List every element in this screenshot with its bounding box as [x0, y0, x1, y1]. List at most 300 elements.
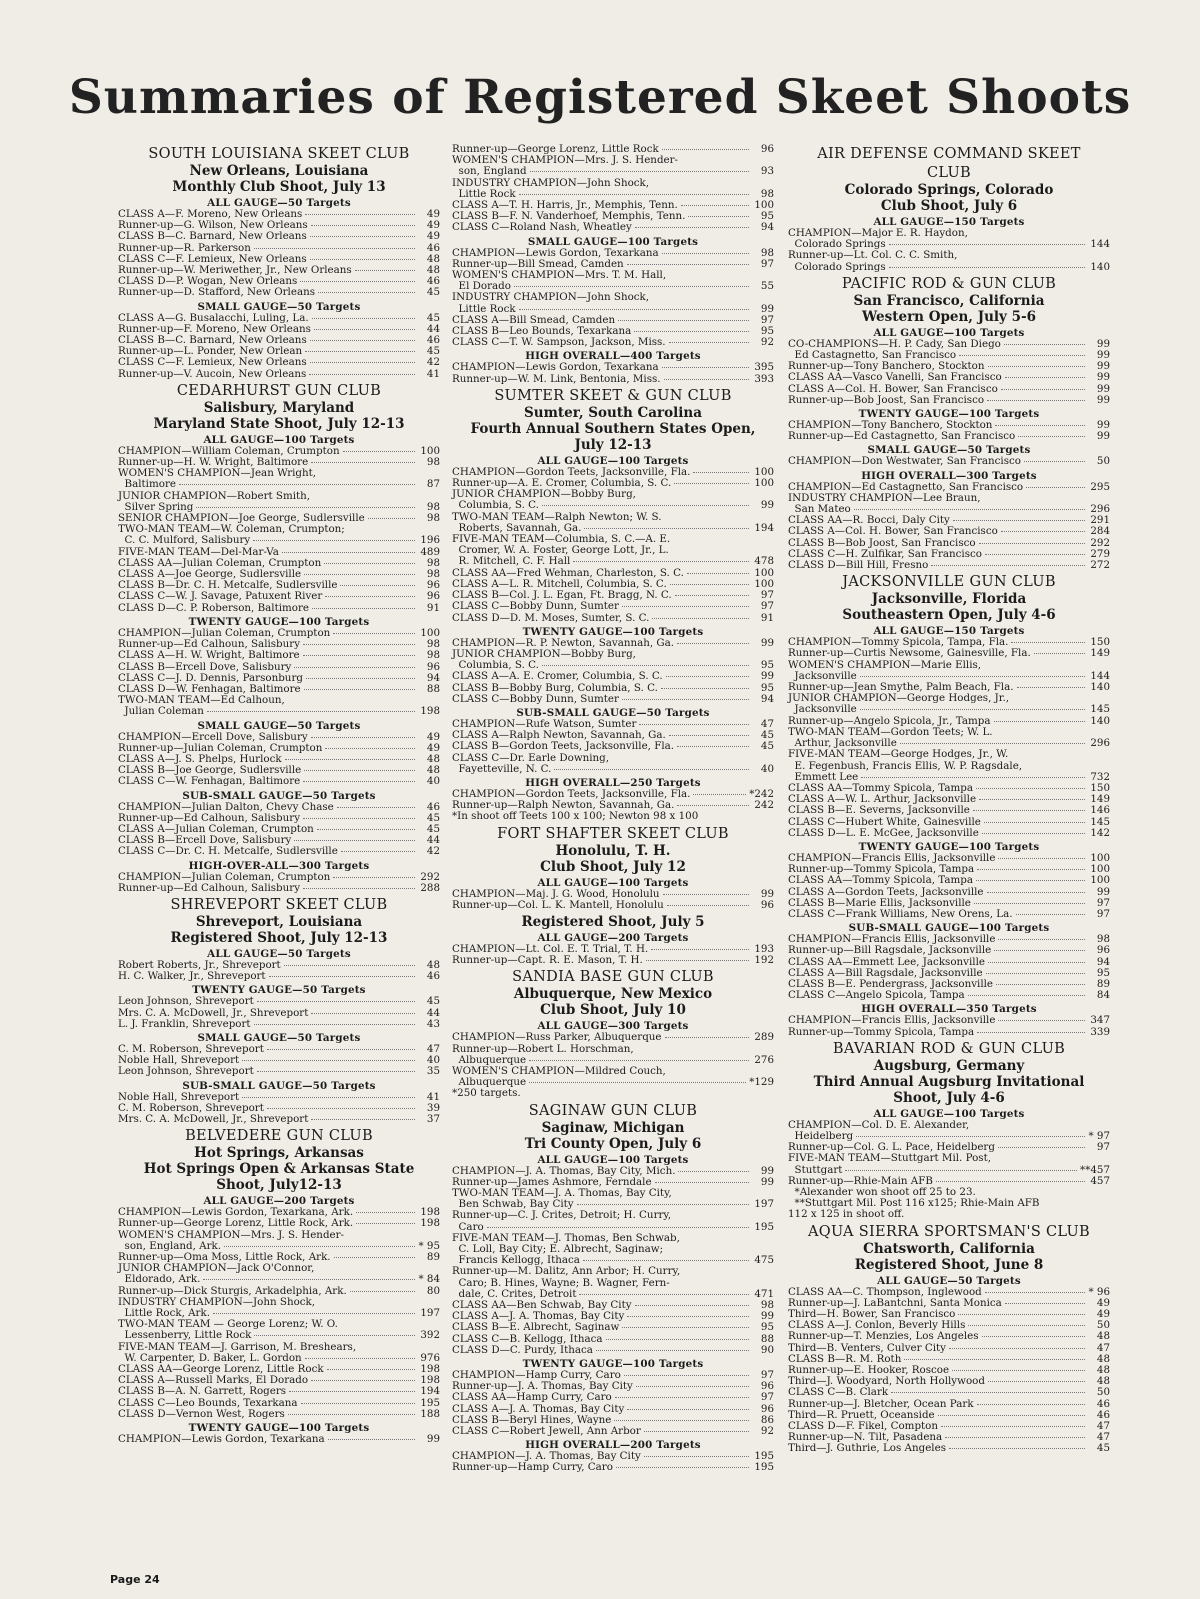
club-name: BAVARIAN ROD & GUN CLUB: [832, 1040, 1066, 1057]
result-entry: Colorado Springs: [788, 238, 886, 251]
result-entry: CLASS C—B. Kellogg, Ithaca: [452, 1332, 603, 1345]
leader-dots: [994, 721, 1085, 722]
leader-dots: [889, 267, 1085, 268]
result-row: [452, 694, 774, 705]
result-score: 279: [1090, 547, 1110, 560]
result-score: 39: [426, 1101, 440, 1114]
leader-dots: [615, 1397, 749, 1398]
gauge-heading: SUB-SMALL GAUGE—50 Targets: [182, 789, 376, 802]
result-score: 99: [1096, 419, 1110, 432]
result-score: 97: [760, 257, 774, 270]
club-section: [118, 383, 440, 894]
leader-dots: [988, 962, 1085, 963]
result-entry: CLASS B—Ercell Dove, Salisbury: [118, 834, 292, 847]
result-row: [452, 764, 774, 775]
result-entry: Fayetteville, N. C.: [452, 762, 552, 775]
leader-dots: [267, 1108, 415, 1109]
result-row: [788, 1153, 1110, 1164]
result-entry: Runner-up—George Lorenz, Little Rock: [452, 143, 659, 155]
result-entry: WOMEN'S CHAMPION—Jean Wright,: [118, 467, 317, 480]
result-row: [788, 526, 1110, 537]
result-score: 347: [1090, 1014, 1110, 1027]
result-score: 46: [426, 334, 440, 347]
leader-dots: [487, 1227, 749, 1228]
result-score: 98: [760, 246, 774, 259]
result-row: [118, 971, 440, 982]
leader-dots: [644, 1431, 749, 1432]
result-entry: Ed Castagnetto, San Francisco: [788, 349, 957, 362]
result-score: 146: [1090, 804, 1110, 817]
leader-dots: [635, 227, 749, 228]
result-row: [118, 1409, 440, 1420]
gauge-heading: ALL GAUGE—50 Targets: [207, 947, 351, 960]
result-entry: Ben Schwab, Bay City: [452, 1198, 574, 1211]
result-score: 42: [426, 845, 440, 858]
result-entry: CLASS B—Beryl Hines, Wayne: [452, 1413, 612, 1426]
result-entry: CLASS A—L. R. Mitchell, Columbia, S. C.: [452, 577, 667, 590]
leader-dots: [1005, 377, 1085, 378]
result-entry: CLASS AA—Tommy Spicola, Tampa: [788, 874, 973, 887]
leader-dots: [662, 253, 749, 254]
result-entry: Runner-up—Bill Ragsdale, Jacksonville: [788, 944, 992, 957]
result-entry: L. J. Franklin, Shreveport: [118, 1017, 251, 1030]
result-score: 489: [420, 545, 440, 558]
gauge-heading: TWENTY GAUGE—100 Targets: [522, 1358, 704, 1371]
result-score: 188: [420, 1407, 440, 1420]
result-entry: Lessenberry, Little Rock: [118, 1329, 252, 1342]
leader-dots: [529, 1060, 749, 1061]
result-entry: CHAMPION—Hamp Curry, Caro: [452, 1369, 621, 1382]
result-entry: CLASS D—Vernon West, Rogers: [118, 1407, 285, 1420]
result-score: 140: [1090, 681, 1110, 694]
leader-dots: [310, 236, 415, 237]
leader-dots: [634, 331, 749, 332]
club-name: SHREVEPORT SKEET CLUB: [170, 896, 388, 913]
result-entry: CLASS C—Frank Williams, New Orens, La.: [788, 907, 1013, 920]
result-score: 100: [754, 465, 774, 478]
result-entry: CLASS A—J. Conlon, Beverly Hills: [788, 1319, 966, 1332]
result-entry: WOMEN'S CHAMPION—Mildred Couch,: [452, 1064, 666, 1077]
result-score: 45: [426, 286, 440, 299]
leader-dots: [856, 1136, 1085, 1137]
result-row: [788, 749, 1110, 760]
result-score: 41: [426, 367, 440, 380]
leader-dots: [254, 248, 415, 249]
result-entry: WOMEN'S CHAMPION—Mrs. J. S. Hender-: [118, 1228, 345, 1241]
result-entry: CLASS D—Bill Hill, Fresno: [788, 559, 929, 572]
result-entry: CLASS B—F. N. Vanderhoef, Memphis, Tenn.: [452, 210, 686, 223]
leader-dots: [973, 810, 1085, 811]
result-row: [788, 828, 1110, 839]
leader-dots: [693, 794, 746, 795]
result-score: 194: [754, 521, 774, 534]
result-score: 89: [1096, 977, 1110, 990]
leader-dots: [269, 976, 415, 977]
leader-dots: [305, 351, 415, 352]
result-entry: Baltimore: [118, 478, 176, 491]
gauge-heading: TWENTY GAUGE—100 Targets: [858, 408, 1040, 421]
result-score: * 95: [418, 1239, 440, 1252]
result-row: [788, 1027, 1110, 1038]
result-entry: FIVE-MAN TEAM—George Hodges, Jr., W.: [788, 748, 1009, 761]
result-entry: Runner-up—Oma Moss, Little Rock, Ark.: [118, 1251, 331, 1263]
result-score: 292: [1090, 536, 1110, 549]
result-entry: CLASS AA—Ben Schwab, Bay City: [452, 1299, 632, 1312]
gauge-heading: TWENTY GAUGE—100 Targets: [522, 625, 704, 638]
result-score: 99: [1096, 337, 1110, 350]
result-score: 99: [1096, 360, 1110, 373]
footnote: *In shoot off Teets 100 x 100; Newton 98 x 100: [452, 810, 699, 823]
result-entry: son, England: [452, 165, 527, 178]
result-row: [118, 846, 440, 857]
leader-dots: [1017, 687, 1085, 688]
result-score: 99: [760, 302, 774, 315]
event-title: Fourth Annual Southern States Open,: [470, 420, 756, 437]
leader-dots: [311, 1119, 415, 1120]
result-score: 99: [760, 1310, 774, 1323]
leader-dots: [958, 1314, 1085, 1315]
club-location: Colorado Springs, Colorado: [844, 182, 1054, 198]
result-row: [118, 1019, 440, 1030]
leader-dots: [677, 643, 749, 644]
result-score: 198: [420, 705, 440, 718]
leader-dots: [936, 1181, 1085, 1182]
gauge-heading: HIGH OVERALL—350 Targets: [861, 1003, 1037, 1016]
result-row: [788, 875, 1110, 886]
club-location: Chatsworth, California: [863, 1240, 1035, 1257]
result-score: 99: [1096, 885, 1110, 898]
leader-dots: [1001, 389, 1085, 390]
result-row: [118, 591, 440, 602]
leader-dots: [303, 655, 415, 656]
club-section: [118, 146, 440, 380]
result-score: 80: [426, 1284, 440, 1297]
leader-dots: [300, 281, 415, 282]
result-entry: CLASS D—C. P. Roberson, Baltimore: [118, 601, 309, 614]
result-score: 45: [760, 729, 774, 742]
result-entry: CLASS A—Russell Marks, El Dorado: [118, 1374, 309, 1387]
result-score: 276: [754, 1053, 774, 1066]
result-entry: CLASS C—Dr. Earle Downing,: [452, 751, 610, 764]
result-row: [788, 431, 1110, 442]
club-location: Albuquerque, New Mexico: [513, 986, 713, 1003]
leader-dots: [254, 1335, 415, 1336]
result-entry: Jacksonville: [788, 703, 857, 716]
result-score: 100: [754, 577, 774, 590]
result-entry: Runner-up—Bill Smead, Camden: [452, 257, 624, 270]
leader-dots: [579, 1294, 749, 1295]
result-entry: Runner-up—Hamp Curry, Caro: [452, 1461, 613, 1474]
result-entry: INDUSTRY CHAMPION—John Shock,: [118, 1295, 316, 1308]
result-entry: Runner-up—J. A. Thomas, Bay City: [452, 1380, 633, 1393]
leader-dots: [356, 1212, 415, 1213]
result-row: [788, 560, 1110, 571]
leader-dots: [662, 367, 749, 368]
result-score: 49: [1096, 1308, 1110, 1320]
gauge-heading: SUB-SMALL GAUGE—50 Targets: [182, 1079, 376, 1092]
leader-dots: [334, 1257, 415, 1258]
result-score: 471: [754, 1287, 774, 1300]
result-entry: TWO-MAN TEAM—Gordon Teets; W. L.: [788, 725, 993, 738]
result-score: 98: [426, 512, 440, 525]
result-score: 45: [426, 995, 440, 1008]
result-entry: CLASS AA—Emmett Lee, Jacksonville: [788, 955, 985, 968]
gauge-heading: SMALL GAUGE—50 Targets: [867, 444, 1031, 457]
leader-dots: [554, 769, 749, 770]
leader-dots: [669, 342, 749, 343]
result-row: [118, 1274, 440, 1285]
result-entry: Runner-up—Ed Calhoun, Salisbury: [118, 638, 301, 651]
page-title: Summaries of Registered Skeet Shoots: [68, 70, 1132, 125]
result-score: 45: [1096, 1442, 1110, 1455]
leader-dots: [681, 205, 749, 206]
leader-dots: [325, 748, 415, 749]
result-entry: CHAMPION—Francis Ellis, Jacksonville: [788, 933, 996, 946]
result-entry: CLASS C—W. Fenhagan, Baltimore: [118, 775, 301, 788]
leader-dots: [677, 805, 749, 806]
club-section: [452, 144, 774, 385]
result-score: 98: [760, 1299, 774, 1312]
result-score: 296: [1090, 737, 1110, 750]
result-entry: Runner-up—J. LaBantchni, Santa Monica: [788, 1296, 1002, 1309]
gauge-heading: TWENTY GAUGE—100 Targets: [188, 1422, 370, 1435]
result-entry: Runner-up—Ed Calhoun, Salisbury: [118, 811, 301, 824]
result-score: 44: [426, 834, 440, 847]
club-section: [452, 388, 774, 823]
result-row: [452, 166, 774, 177]
result-entry: CHAMPION—Lt. Col. E. T. Trial, T. H.: [452, 942, 649, 955]
leader-dots: [303, 644, 415, 645]
leader-dots: [311, 1013, 415, 1014]
result-score: 100: [1090, 863, 1110, 876]
leader-dots: [639, 724, 749, 725]
result-score: 150: [1090, 636, 1110, 649]
result-score: 47: [1096, 1431, 1110, 1444]
leader-dots: [179, 484, 415, 485]
result-entry: CLASS A—J. S. Phelps, Hurlock: [118, 752, 282, 765]
result-score: 145: [1090, 815, 1110, 828]
result-score: 48: [1096, 1352, 1110, 1365]
result-entry: R. Mitchell, C. F. Hall: [452, 555, 571, 568]
result-score: 49: [426, 741, 440, 754]
leader-dots: [596, 1350, 749, 1351]
result-score: 732: [1090, 770, 1110, 783]
result-score: 96: [760, 1402, 774, 1415]
result-entry: CLASS A—Ralph Newton, Savannah, Ga.: [452, 729, 666, 742]
result-score: 98: [760, 187, 774, 200]
result-score: 197: [420, 1307, 440, 1320]
club-name: SUMTER SKEET & GUN CLUB: [494, 387, 732, 404]
leader-dots: [627, 1409, 749, 1410]
result-entry: CHAMPION—Lewis Gordon, Texarkana: [452, 361, 659, 374]
leader-dots: [987, 400, 1085, 401]
result-score: 149: [1090, 793, 1110, 806]
result-entry: CLASS B—E. Severns, Jacksonville: [788, 804, 970, 817]
leader-dots: [988, 366, 1085, 367]
leader-dots: [305, 1358, 415, 1359]
leader-dots: [284, 965, 415, 966]
result-entry: Roberts, Savannah, Ga.: [452, 521, 582, 534]
result-score: 96: [426, 660, 440, 673]
leader-dots: [340, 585, 415, 586]
gauge-heading: ALL GAUGE—50 Targets: [877, 1274, 1021, 1287]
gauge-heading: SUB-SMALL GAUGE—100 Targets: [848, 922, 1050, 935]
result-score: 96: [760, 898, 774, 911]
gauge-heading: SMALL GAUGE—100 Targets: [527, 235, 699, 248]
leader-dots: [254, 1024, 415, 1025]
result-score: 395: [754, 361, 774, 374]
result-score: 272: [1090, 559, 1110, 572]
result-score: * 97: [1088, 1129, 1110, 1142]
leader-dots: [860, 709, 1085, 710]
leader-dots: [306, 678, 415, 679]
result-score: 145: [1090, 703, 1110, 716]
result-score: 48: [1096, 1375, 1110, 1388]
result-score: 284: [1090, 525, 1110, 538]
leader-dots: [1004, 344, 1085, 345]
result-score: 49: [426, 730, 440, 743]
gauge-heading: SUB-SMALL GAUGE—50 Targets: [516, 706, 710, 719]
column-3: [788, 144, 1110, 1458]
result-score: *129: [749, 1076, 774, 1089]
result-score: 95: [760, 1321, 774, 1334]
result-entry: INDUSTRY CHAMPION—John Shock,: [452, 176, 650, 189]
gauge-heading: TWENTY GAUGE—50 Targets: [192, 984, 366, 997]
leader-dots: [635, 1305, 749, 1306]
result-score: 46: [426, 275, 440, 288]
result-entry: Runner-up—M. Dalitz, Ann Arbor; H. Curry,: [452, 1265, 681, 1278]
gauge-heading: ALL GAUGE—200 Targets: [203, 1195, 355, 1208]
club-section: [788, 146, 1110, 273]
result-score: 90: [760, 1343, 774, 1356]
result-entry: Silver Spring: [118, 500, 194, 513]
result-entry: JUNIOR CHAMPION—Jack O'Connor,: [118, 1262, 315, 1275]
leader-dots: [328, 1439, 415, 1440]
result-row: [788, 395, 1110, 406]
leader-dots: [1018, 436, 1085, 437]
result-entry: CHAMPION—Col. D. E. Alexander,: [788, 1118, 970, 1131]
leader-dots: [289, 1391, 415, 1392]
result-score: 976: [420, 1351, 440, 1364]
result-row: [118, 706, 440, 717]
result-score: 98: [426, 556, 440, 569]
result-score: 475: [754, 1254, 774, 1267]
result-score: **457: [1080, 1163, 1110, 1176]
club-location: Honolulu, T. H.: [555, 842, 671, 859]
gauge-heading: ALL GAUGE—100 Targets: [873, 1107, 1025, 1120]
result-entry: San Mateo: [788, 503, 851, 516]
result-score: 194: [420, 1385, 440, 1398]
result-score: 96: [426, 579, 440, 592]
result-score: 97: [760, 313, 774, 326]
result-score: 47: [760, 717, 774, 730]
result-entry: TWO-MAN TEAM—Ed Calhoun,: [118, 694, 285, 707]
result-entry: CLASS B—E. Pendergrass, Jacksonville: [788, 977, 994, 990]
result-row: [788, 648, 1110, 659]
result-entry: Columbia, S. C.: [452, 499, 539, 512]
leader-dots: [953, 520, 1085, 521]
result-score: 140: [1090, 714, 1110, 727]
result-score: 478: [754, 555, 774, 568]
result-entry: El Dorado: [452, 280, 511, 293]
result-score: 392: [420, 1329, 440, 1342]
result-entry: Runner-up—E. Hooker, Roscoe: [788, 1364, 950, 1377]
result-entry: Arthur, Jacksonville: [788, 737, 897, 750]
result-row: [118, 287, 440, 298]
result-row: [452, 741, 774, 752]
leader-dots: [669, 735, 749, 736]
leader-dots: [577, 1204, 749, 1205]
result-score: 46: [1096, 1397, 1110, 1410]
leader-dots: [622, 1327, 749, 1328]
result-score: 296: [1090, 503, 1110, 516]
leader-dots: [952, 1370, 1085, 1371]
event-title: Southeastern Open, July 4-6: [842, 607, 1056, 624]
result-score: * 84: [418, 1273, 440, 1286]
result-score: 92: [760, 336, 774, 349]
event-title: Registered Shoot, July 5: [521, 913, 705, 930]
result-entry: CLASS A—F. Moreno, New Orleans: [118, 208, 303, 220]
result-score: 97: [760, 1369, 774, 1382]
page-number: Page 24: [110, 1573, 160, 1586]
result-entry: Leon Johnson, Shreveport: [118, 995, 254, 1008]
leader-dots: [257, 1071, 415, 1072]
result-row: [452, 955, 774, 966]
result-score: 99: [760, 670, 774, 683]
result-row: [452, 374, 774, 385]
leader-dots: [314, 329, 415, 330]
leader-dots: [666, 676, 749, 677]
result-entry: Caro; B. Hines, Wayne; B. Wagner, Fern-: [452, 1276, 670, 1289]
result-row: [452, 900, 774, 911]
result-score: 43: [426, 1017, 440, 1030]
result-score: 99: [1096, 349, 1110, 362]
result-entry: CLASS B—Ercell Dove, Salisbury: [118, 660, 292, 673]
leader-dots: [303, 818, 415, 819]
result-score: 99: [760, 499, 774, 512]
column-2: [452, 144, 774, 1477]
result-score: 92: [760, 1425, 774, 1438]
leader-dots: [584, 528, 749, 529]
result-score: 44: [426, 1006, 440, 1019]
gauge-heading: ALL GAUGE—100 Targets: [537, 454, 689, 467]
leader-dots: [312, 608, 415, 609]
result-entry: Runner-up—H. W. Wright, Baltimore: [118, 456, 309, 469]
gauge-heading: ALL GAUGE—100 Targets: [537, 1153, 689, 1166]
event-title: Registered Shoot, July 12-13: [170, 929, 388, 946]
leader-dots: [677, 746, 749, 747]
result-entry: JUNIOR CHAMPION—Bobby Burg,: [452, 647, 636, 660]
result-entry: CLASS D—W. Fenhagan, Baltimore: [118, 682, 301, 695]
event-title: Shoot, July 4-6: [893, 1089, 1005, 1106]
result-entry: Runner-up—George Lorenz, Little Rock, Ark.: [118, 1217, 354, 1230]
result-row: [118, 479, 440, 490]
result-entry: Colorado Springs: [788, 260, 886, 273]
result-entry: Runner-up—Dick Sturgis, Arkadelphia, Ark.: [118, 1284, 347, 1297]
leader-dots: [514, 286, 749, 287]
result-score: 46: [426, 800, 440, 813]
result-entry: CHAMPION—Lewis Gordon, Texarkana: [118, 1433, 325, 1446]
leader-dots: [982, 1336, 1086, 1337]
result-score: 42: [426, 356, 440, 369]
result-entry: Cromer, W. A. Foster, George Lott, Jr., L.: [452, 544, 669, 557]
event-title: Monthly Club Shoot, July 13: [172, 179, 386, 195]
leader-dots: [294, 840, 415, 841]
leader-dots: [985, 554, 1085, 555]
leader-dots: [304, 770, 415, 771]
leader-dots: [938, 1415, 1085, 1416]
result-score: 288: [420, 881, 440, 894]
